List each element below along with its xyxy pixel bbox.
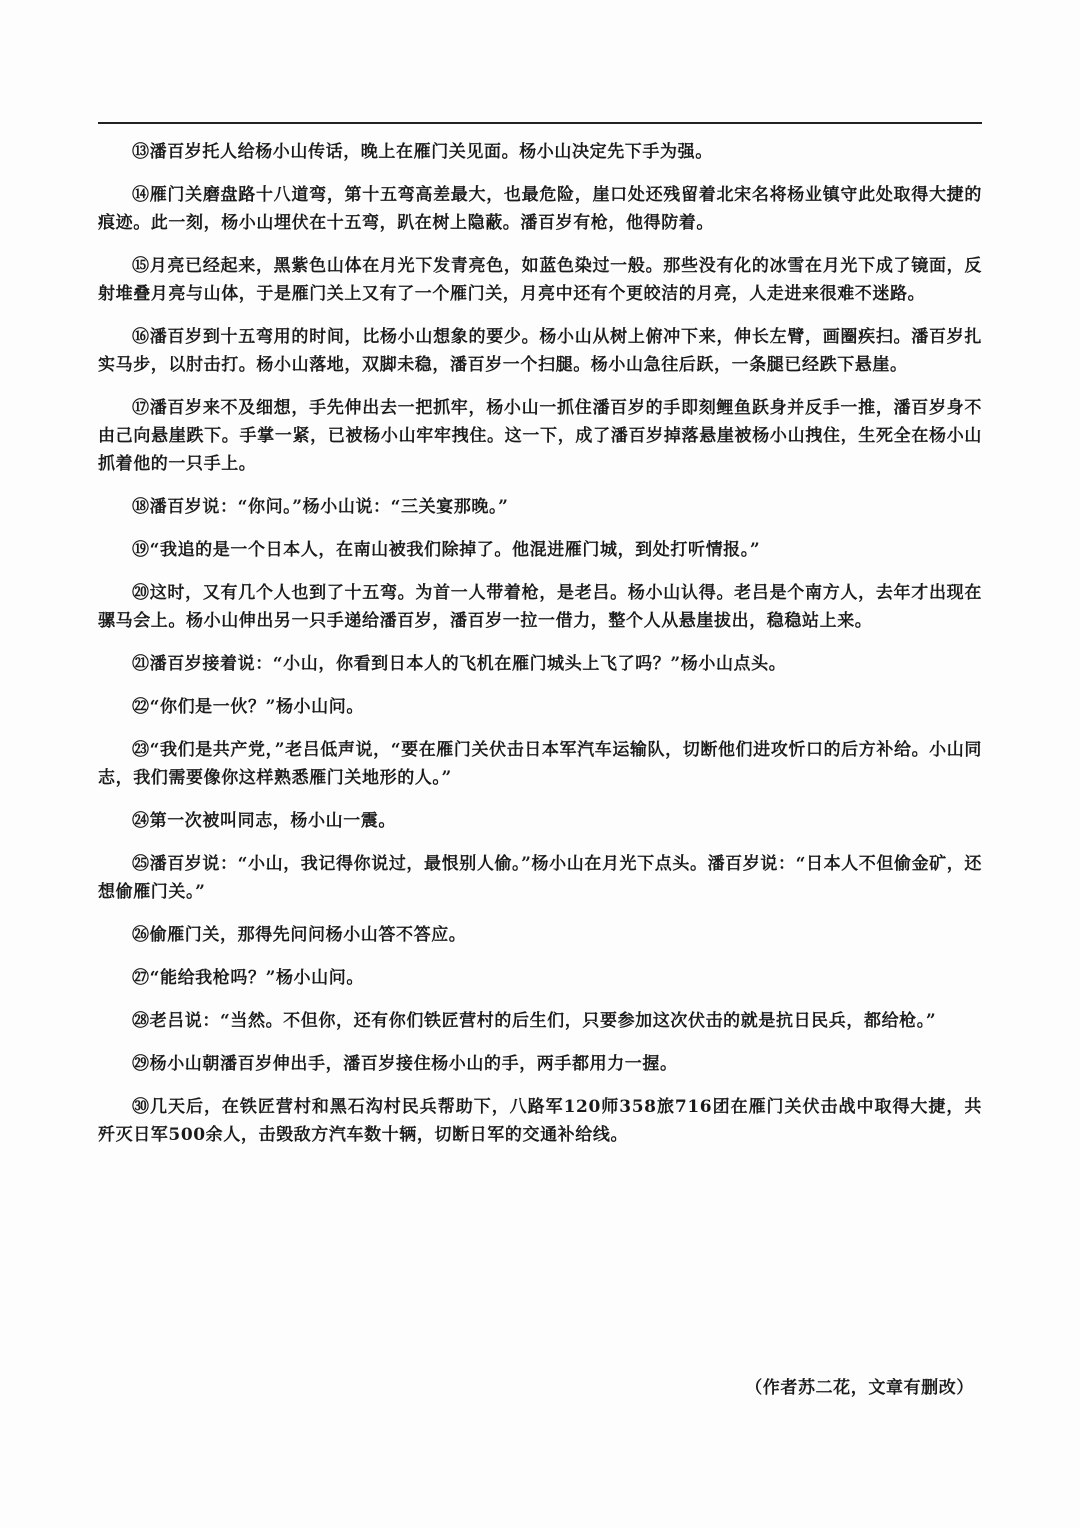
- paragraph-22: ㉒“你们是一伙？”杨小山问。: [132, 697, 364, 717]
- author-credit: （作者苏二花，文章有删改）: [745, 1378, 974, 1398]
- paragraph-17: ⑰潘百岁来不及细想，手先伸出去一把抓牢，杨小山一抓住潘百岁的手即刻鲤鱼跃身并反手一推，潘百岁身不由己向悬崖跌下。手掌一紧，已被杨小山牢牢拽住。这一下，成了潘百岁掉落悬崖被杨小山拽住，生死全在杨小山抓着他的一只手上。: [98, 398, 982, 474]
- paragraph-28: ㉘老吕说：“当然。不但你，还有你们铁匠营村的后生们，只要参加这次伏击的就是抗日民兵，都给枪。”: [132, 1011, 937, 1031]
- paragraph-13: ⑬潘百岁托人给杨小山传话，晚上在雁门关见面。杨小山决定先下手为强。: [132, 142, 713, 162]
- paragraph-25: ㉕潘百岁说：“小山，我记得你说过，最恨别人偷。”杨小山在月光下点头。潘百岁说：“日本人不但偷金矿，还想偷雁门关。”: [98, 854, 982, 902]
- paragraph-20: ⑳这时，又有几个人也到了十五弯。为首一人带着枪，是老吕。杨小山认得。老吕是个南方人，去年才出现在骡马会上。杨小山伸出另一只手递给潘百岁，潘百岁一拉一借力，整个人从悬崖拔出，稳稳站上来。: [98, 583, 982, 631]
- paragraph-19: ⑲“我追的是一个日本人，在南山被我们除掉了。他混进雁门城，到处打听情报。”: [132, 540, 761, 560]
- header-rule: [98, 122, 982, 124]
- paragraph-27: ㉗“能给我枪吗？”杨小山问。: [132, 968, 364, 988]
- paragraph-16: ⑯潘百岁到十五弯用的时间，比杨小山想象的要少。杨小山从树上俯冲下来，伸长左臂，画圈疾扫。潘百岁扎实马步，以肘击打。杨小山落地，双脚未稳，潘百岁一个扫腿。杨小山急往后跃，一条腿已经跌下悬崖。: [98, 327, 982, 375]
- paragraph-26: ㉖偷雁门关，那得先问问杨小山答不答应。: [132, 925, 467, 945]
- paragraph-15: ⑮月亮已经起来，黑紫色山体在月光下发青亮色，如蓝色染过一般。那些没有化的冰雪在月光下成了镜面，反射堆叠月亮与山体，于是雁门关上又有了一个雁门关，月亮中还有个更皎洁的月亮，人走进来很难不迷路。: [98, 256, 982, 304]
- paragraph-30: ㉚几天后，在铁匠营村和黑石沟村民兵帮助下，八路军120师358旅716团在雁门关伏击战中取得大捷，共歼灭日军500余人，击毁敌方汽车数十辆，切断日军的交通补给线。: [98, 1097, 982, 1145]
- paragraph-23: ㉓“我们是共产党，”老吕低声说，“要在雁门关伏击日本军汽车运输队，切断他们进攻忻口的后方补给。小山同志，我们需要像你这样熟悉雁门关地形的人。”: [98, 740, 982, 788]
- paragraph-14: ⑭雁门关磨盘路十八道弯，第十五弯高差最大，也最危险，崖口处还残留着北宋名将杨业镇守此处取得大捷的痕迹。此一刻，杨小山埋伏在十五弯，趴在树上隐蔽。潘百岁有枪，他得防着。: [98, 185, 982, 233]
- paragraph-24: ㉔第一次被叫同志，杨小山一震。: [132, 811, 396, 831]
- paragraph-21: ㉑潘百岁接着说：“小山，你看到日本人的飞机在雁门城头上飞了吗？”杨小山点头。: [132, 654, 787, 674]
- article-body: [98, 138, 982, 1164]
- paragraph-18: ⑱潘百岁说：“你问。”杨小山说：“三关宴那晚。”: [132, 497, 509, 517]
- paragraph-29: ㉙杨小山朝潘百岁伸出手，潘百岁接住杨小山的手，两手都用力一握。: [132, 1054, 678, 1074]
